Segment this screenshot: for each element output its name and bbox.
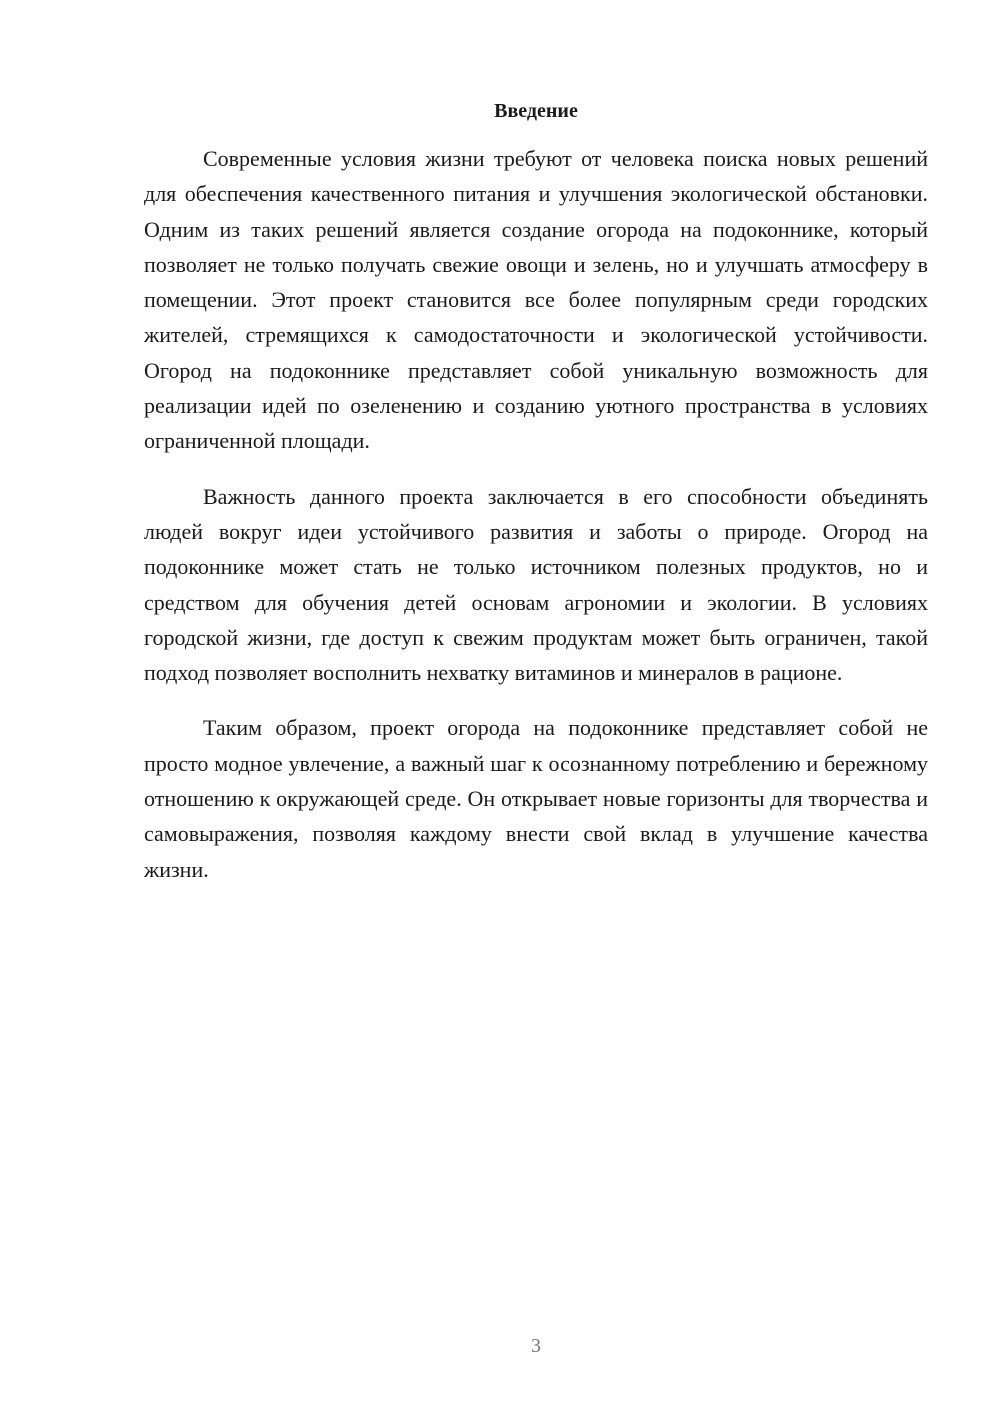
body-text	[144, 141, 928, 907]
section-title: Введение	[494, 100, 578, 122]
paragraph-2: Важность данного проекта заключается в его способности объединять людей вокруг идеи устойчивого развития и заботы о природе. Огород на подоконнике может стать не только источником полезных продуктов, но и средством для обучения детей основам агрономии и экологии. В условиях городской жизни, где доступ к свежим продуктам может быть ограничен, такой подход позволяет восполнить нехватку витаминов и минералов в рационе.	[144, 483, 928, 686]
page-number: 3	[531, 1335, 541, 1357]
paragraph-1: Современные условия жизни требуют от человека поиска новых решений для обеспечения качественного питания и улучшения экологической обстановки. Одним из таких решений является создание огорода на подоконнике, который позволяет не только получать свежие овощи и зелень, но и улучшать атмосферу в помещении. Этот проект становится все более популярным среди городских жителей, стремящихся к самодостаточности и экологической устойчивости. Огород на подоконнике представляет собой уникальную возможность для реализации идей по озеленению и созданию уютного пространства в условиях ограниченной площади.	[144, 146, 928, 454]
paragraph-3: Таким образом, проект огорода на подоконнике представляет собой не просто модное увлечение, а важный шаг к осознанному потреблению и бережному отношению к окружающей среде. Он открывает новые горизонты для творчества и самовыражения, позволяя каждому внести свой вклад в улучшение качества жизни.	[144, 715, 928, 882]
